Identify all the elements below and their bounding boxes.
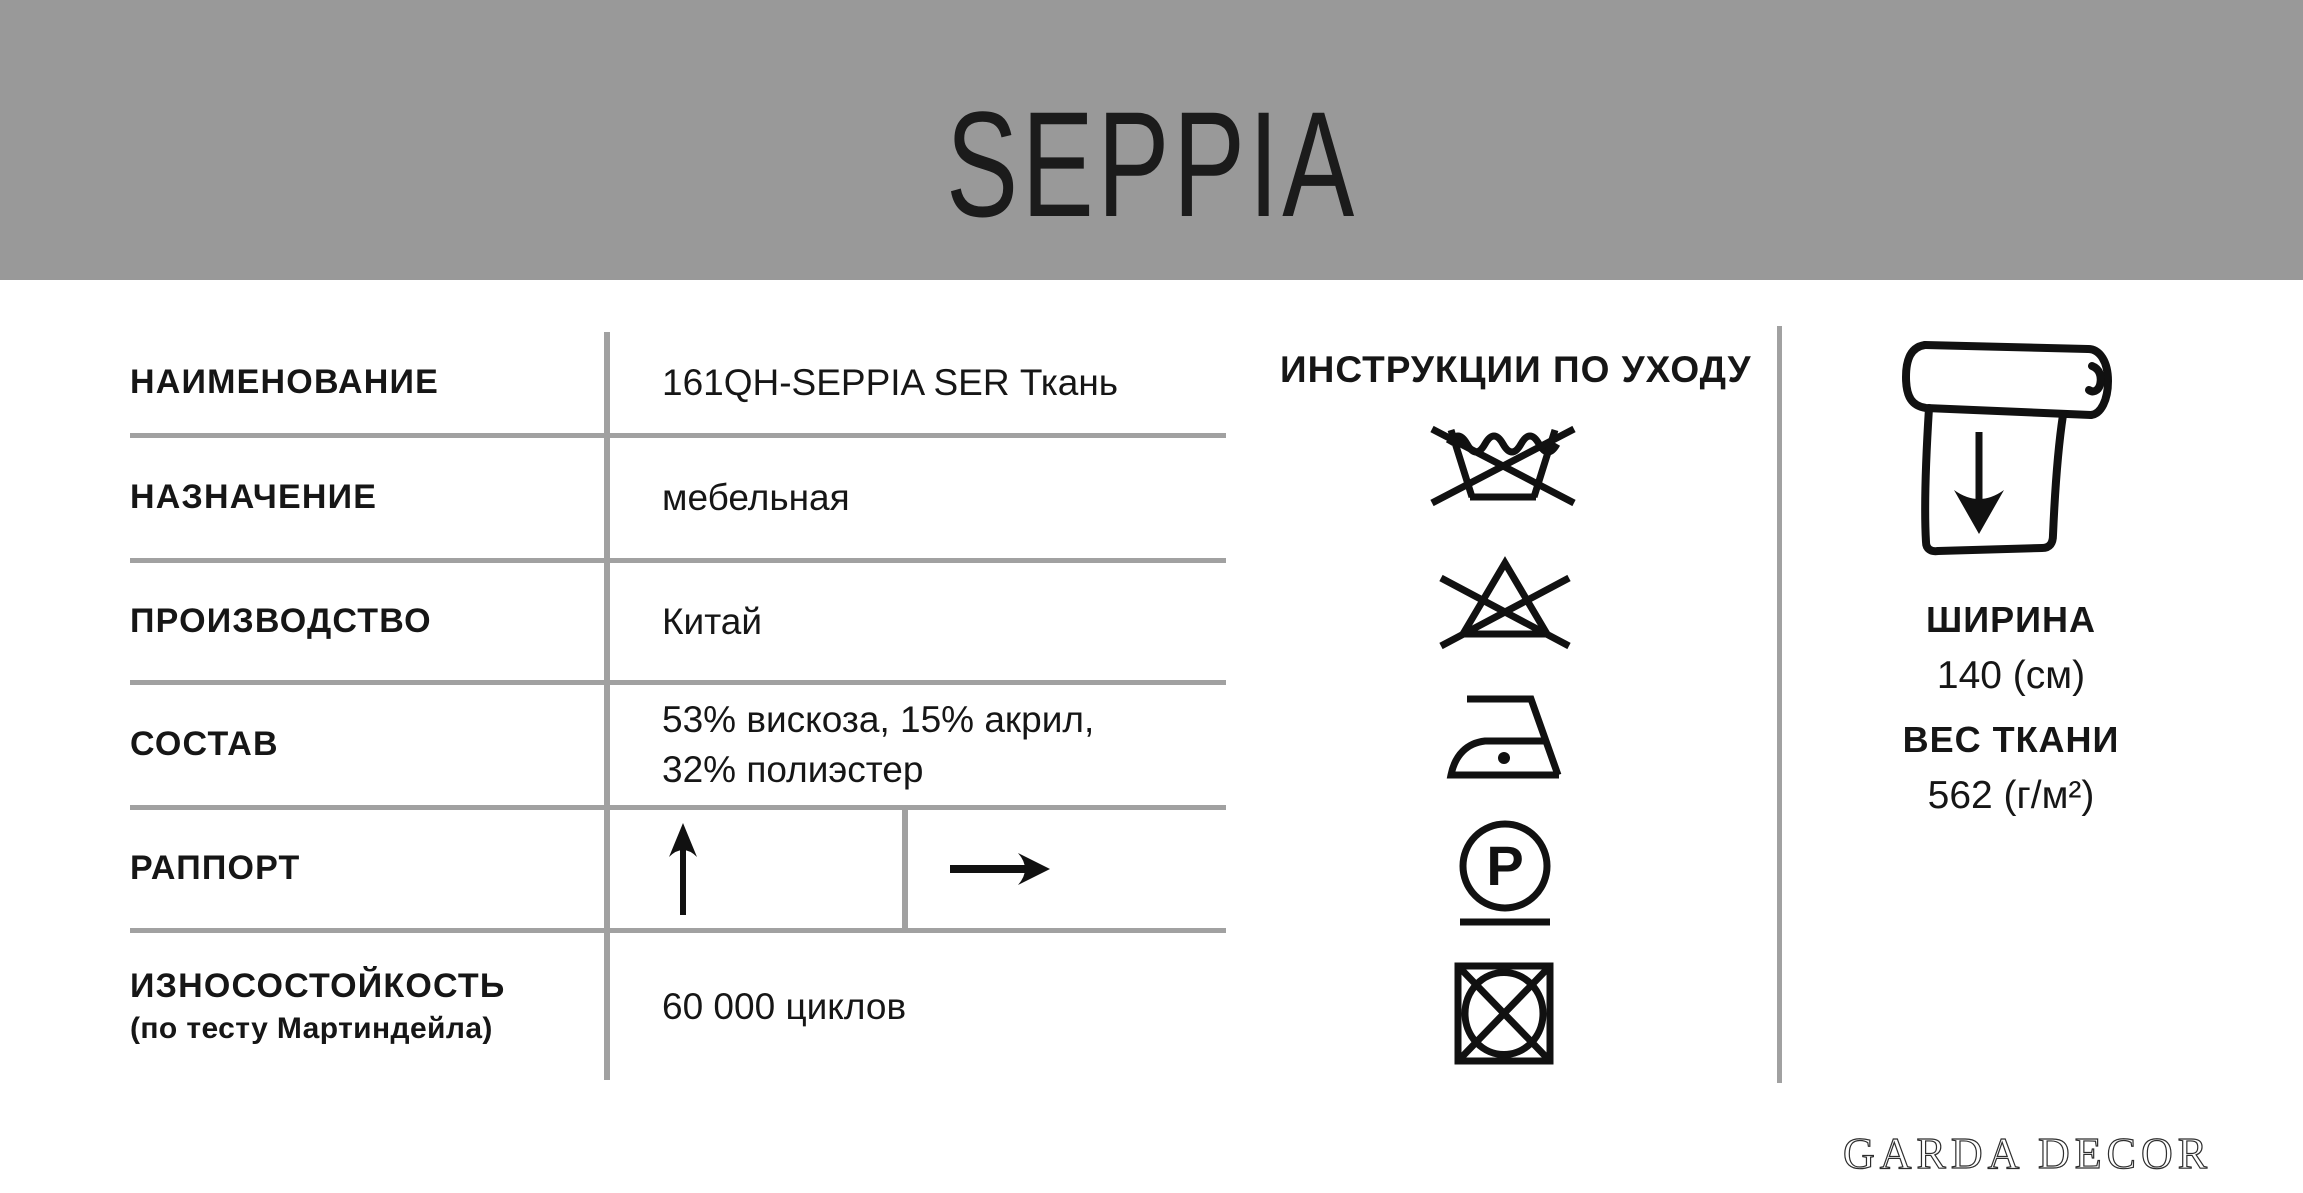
rapport-cells [610,810,1226,928]
row-label-text: РАППОРТ [130,849,301,888]
row-label-text: СОСТАВ [130,725,279,764]
weight-label: ВЕС ТКАНИ [1902,719,2120,760]
row-value-text: 161QH-SEPPIA SER Ткань [662,361,1119,403]
row-label [130,438,610,558]
do-not-wash-icon [1428,418,1578,514]
row-value-text: 53% вискоза, 15% акрил, 32% полиэстер [662,699,1095,790]
table-row-composition [130,680,1226,805]
do-not-bleach-icon [1435,553,1575,653]
table-row-durability [130,928,1226,1080]
row-label [130,332,610,433]
row-value [610,332,1226,433]
do-not-tumble-dry-icon [1454,962,1554,1065]
weight-value: 562 (г/м²) [1927,774,2095,817]
row-label-text: ПРОИЗВОДСТВО [130,601,432,640]
rapport-horizontal-cell [908,849,1226,889]
iron-one-dot-icon [1441,691,1571,781]
row-value-text: Китай [662,600,762,642]
table-row-name [130,332,1226,433]
table-row-origin [130,558,1226,680]
row-label [130,810,610,928]
width-label: ШИРИНА [1926,599,2096,640]
row-value-text: мебельная [662,477,850,519]
dry-clean-p-icon [1455,820,1555,926]
arrow-right-icon [948,849,1052,889]
row-value [610,685,1226,805]
row-value [610,933,1226,1080]
arrow-up-icon [666,821,700,917]
row-sublabel-text: (по тесту Мартиндейла) [130,1011,493,1045]
svg-text:P: P [1486,834,1524,897]
fabric-specs [1850,598,2172,818]
row-value [610,563,1226,680]
row-label [130,563,610,680]
width-value: 140 (см) [1936,654,2086,697]
row-value [610,438,1226,558]
table-row-rapport [130,805,1226,928]
row-label-text: НАИМЕНОВАНИЕ [130,362,440,401]
row-label [130,933,610,1080]
row-value-text: 60 000 циклов [662,985,907,1027]
row-label-text: НАЗНАЧЕНИЕ [130,478,378,517]
brand-logo: GARDA DECOR [1843,1129,2213,1178]
header-band [0,0,2303,280]
care-instructions-heading: ИНСТРУКЦИИ ПО УХОДУ [1280,349,1752,390]
rapport-vertical-cell [610,821,902,917]
row-label [130,685,610,805]
care-fabric-divider [1777,326,1782,1083]
table-vertical-divider [604,332,610,1080]
table-row-purpose [130,433,1226,558]
row-label-text: ИЗНОСОСТОЙКОСТЬ [130,966,506,1005]
fabric-roll-width-icon [1895,336,2123,560]
spec-table [130,332,1226,1080]
page-title: SEPPIA [945,80,1358,248]
